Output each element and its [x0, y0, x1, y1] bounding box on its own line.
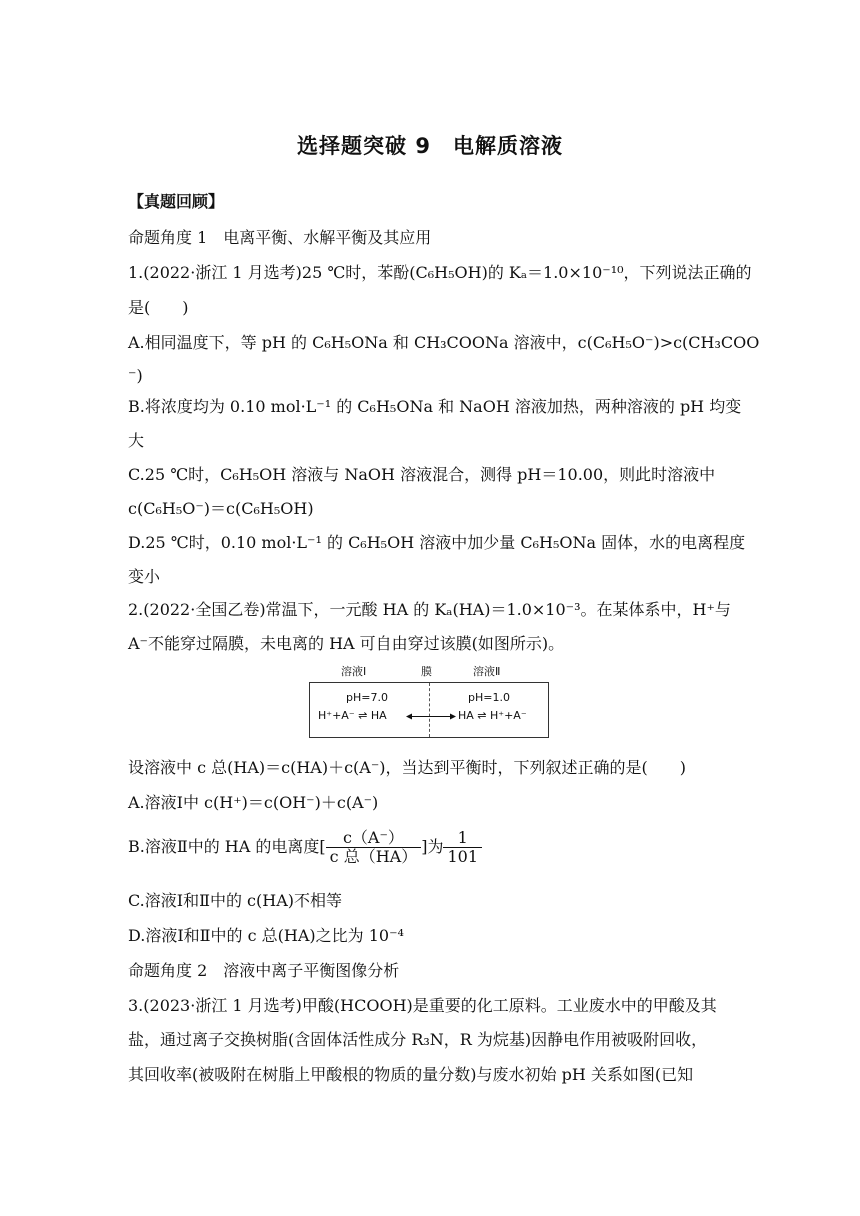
- q2-stem-line-1: 2.(2022·全国乙卷)常温下，一元酸 HA 的 Kₐ(HA)＝1.0×10⁻³。在某体系中，H⁺与: [128, 600, 731, 619]
- q2-stem-line-2: A⁻不能穿过隔膜，未电离的 HA 可自由穿过该膜(如图所示)。: [128, 634, 565, 653]
- value-numerator: 1: [443, 829, 482, 848]
- value-denominator: 101: [447, 847, 479, 866]
- q3-stem-line-1: 3.(2023·浙江 1 月选考)甲酸(HCOOH)是重要的化工原料。工业废水中的甲酸及其: [128, 996, 717, 1015]
- figure-label-solution-2: 溶液Ⅱ: [473, 665, 501, 678]
- q1-option-b-line-2: 大: [128, 431, 145, 450]
- figure-label-membrane: 膜: [421, 665, 432, 678]
- q2-option-d: D.溶液Ⅰ和Ⅱ中的 c 总(HA)之比为 10⁻⁴: [128, 926, 404, 945]
- fraction-denominator: c 总（HA）: [329, 847, 418, 866]
- membrane-line: [429, 683, 430, 737]
- figure-equilibrium-1: H⁺+A⁻ ⇌ HA: [318, 709, 387, 722]
- membrane-figure: [309, 664, 549, 740]
- q1-option-c-line-1: C.25 ℃时，C₆H₅OH 溶液与 NaOH 溶液混合，测得 pH＝10.00，则此时溶液中: [128, 465, 716, 484]
- q2-option-b: [128, 828, 740, 866]
- page-title: 选择题突破 9 电解质溶液: [297, 134, 563, 158]
- q1-option-a-line-1: A.相同温度下，等 pH 的 C₆H₅ONa 和 CH₃COONa 溶液中，c(C₆H₅O⁻)>c(CH₃COO: [128, 333, 760, 352]
- figure-ph-1: pH=7.0: [346, 691, 388, 704]
- q1-option-b-line-1: B.将浓度均为 0.10 mol·L⁻¹ 的 C₆H₅ONa 和 NaOH 溶液加热，两种溶液的 pH 均变: [128, 397, 742, 416]
- q1-stem-line-2: 是( ): [128, 298, 189, 317]
- q2-option-a: A.溶液Ⅰ中 c(H⁺)＝c(OH⁻)＋c(A⁻): [128, 793, 379, 812]
- q1-stem-line-1: 1.(2022·浙江 1 月选考)25 ℃时，苯酚(C₆H₅OH)的 Kₐ＝1.0×10⁻¹⁰，下列说法正确的: [128, 263, 752, 282]
- figure-box: [309, 682, 549, 738]
- ionization-fraction: [326, 829, 422, 866]
- q2-option-c: C.溶液Ⅰ和Ⅱ中的 c(HA)不相等: [128, 891, 342, 910]
- q1-option-d-line-2: 变小: [128, 567, 161, 586]
- q1-option-d-line-1: D.25 ℃时，0.10 mol·L⁻¹ 的 C₆H₅OH 溶液中加少量 C₆H₅ONa 固体，水的电离程度: [128, 533, 746, 552]
- q3-stem-line-3: 其回收率(被吸附在树脂上甲酸根的物质的量分数)与废水初始 pH 关系如图(已知: [128, 1065, 694, 1084]
- q1-option-a-line-2: ⁻): [128, 366, 143, 385]
- value-fraction: [443, 829, 482, 866]
- q2-option-b-middle: ]为: [421, 837, 444, 856]
- arrowheads-icon: [406, 713, 456, 721]
- topic-angle-2: 命题角度 2 溶液中离子平衡图像分析: [128, 961, 400, 980]
- q2-option-b-prefix: B.溶液Ⅱ中的 HA 的电离度[: [128, 837, 326, 856]
- topic-angle-1: 命题角度 1 电离平衡、水解平衡及其应用: [128, 228, 432, 247]
- section-heading: 【真题回顾】: [128, 192, 225, 211]
- fraction-numerator: c（A⁻）: [326, 829, 422, 848]
- figure-label-solution-1: 溶液Ⅰ: [341, 665, 367, 678]
- figure-ph-2: pH=1.0: [468, 691, 510, 704]
- q1-option-c-line-2: c(C₆H₅O⁻)＝c(C₆H₅OH): [128, 499, 314, 518]
- figure-equilibrium-2: HA ⇌ H⁺+A⁻: [458, 709, 527, 722]
- q3-stem-line-2: 盐，通过离子交换树脂(含固体活性成分 R₃N，R 为烷基)因静电作用被吸附回收，: [128, 1030, 708, 1049]
- q2-question-stem: 设溶液中 c 总(HA)＝c(HA)＋c(A⁻)，当达到平衡时，下列叙述正确的是( ): [128, 758, 687, 777]
